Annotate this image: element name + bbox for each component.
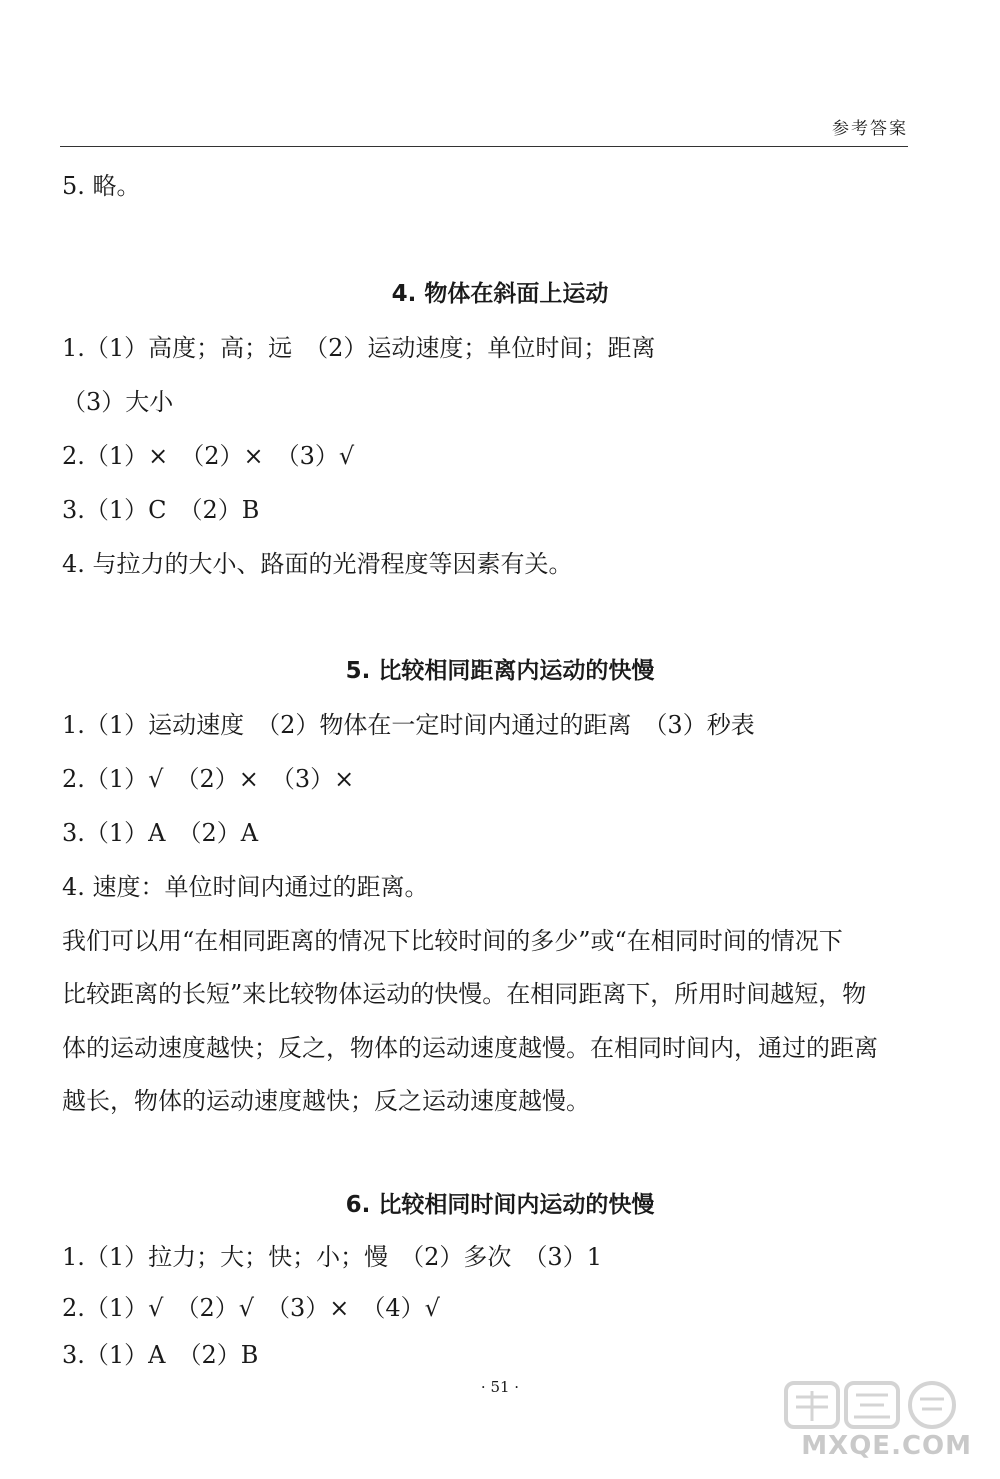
watermark (772, 1377, 972, 1467)
answer-line: 1.（1）高度；高；远 （2）运动速度；单位时间；距离 (62, 334, 656, 362)
section-heading: 6. 比较相同时间内运动的快慢 (345, 1192, 655, 1218)
paragraph-line: 越长，物体的运动速度越快；反之运动速度越慢。 (62, 1087, 590, 1115)
answer-line: 2.（1）× （2）× （3）√ (62, 442, 355, 470)
answer-line: 3.（1）A （2）B (62, 1341, 259, 1369)
answer-line: 4. 速度：单位时间内通过的距离。 (62, 873, 429, 901)
page-number: · 51 · (480, 1378, 520, 1396)
answer-line: 5. 略。 (62, 172, 141, 200)
watermark-logo-icon (782, 1377, 962, 1433)
answer-line: 2.（1）√ （2）√ （3）× （4）√ (62, 1294, 440, 1322)
header-rule (60, 146, 908, 147)
answer-line: 4. 与拉力的大小、路面的光滑程度等因素有关。 (62, 550, 573, 578)
answer-line: 1.（1）拉力；大；快；小；慢 （2）多次 （3）1 (62, 1243, 602, 1271)
section-heading: 5. 比较相同距离内运动的快慢 (345, 658, 655, 684)
page-header-label: 参考答案 (832, 119, 908, 139)
answer-line: 1.（1）运动速度 （2）物体在一定时间内通过的距离 （3）秒表 (62, 711, 755, 739)
watermark-text: MXQE.COM (801, 1431, 972, 1461)
answer-line: （3）大小 (62, 388, 174, 416)
answer-line: 3.（1）A （2）A (62, 819, 259, 847)
answer-line: 2.（1）√ （2）× （3）× (62, 765, 355, 793)
paragraph-line: 我们可以用“在相同距离的情况下比较时间的多少”或“在相同时间的情况下 (62, 927, 843, 955)
section-heading: 4. 物体在斜面上运动 (391, 281, 609, 307)
paragraph-line: 体的运动速度越快；反之，物体的运动速度越慢。在相同时间内，通过的距离 (62, 1034, 878, 1062)
paragraph-line: 比较距离的长短”来比较物体运动的快慢。在相同距离下，所用时间越短，物 (62, 980, 867, 1008)
answer-line: 3.（1）C （2）B (62, 496, 260, 524)
